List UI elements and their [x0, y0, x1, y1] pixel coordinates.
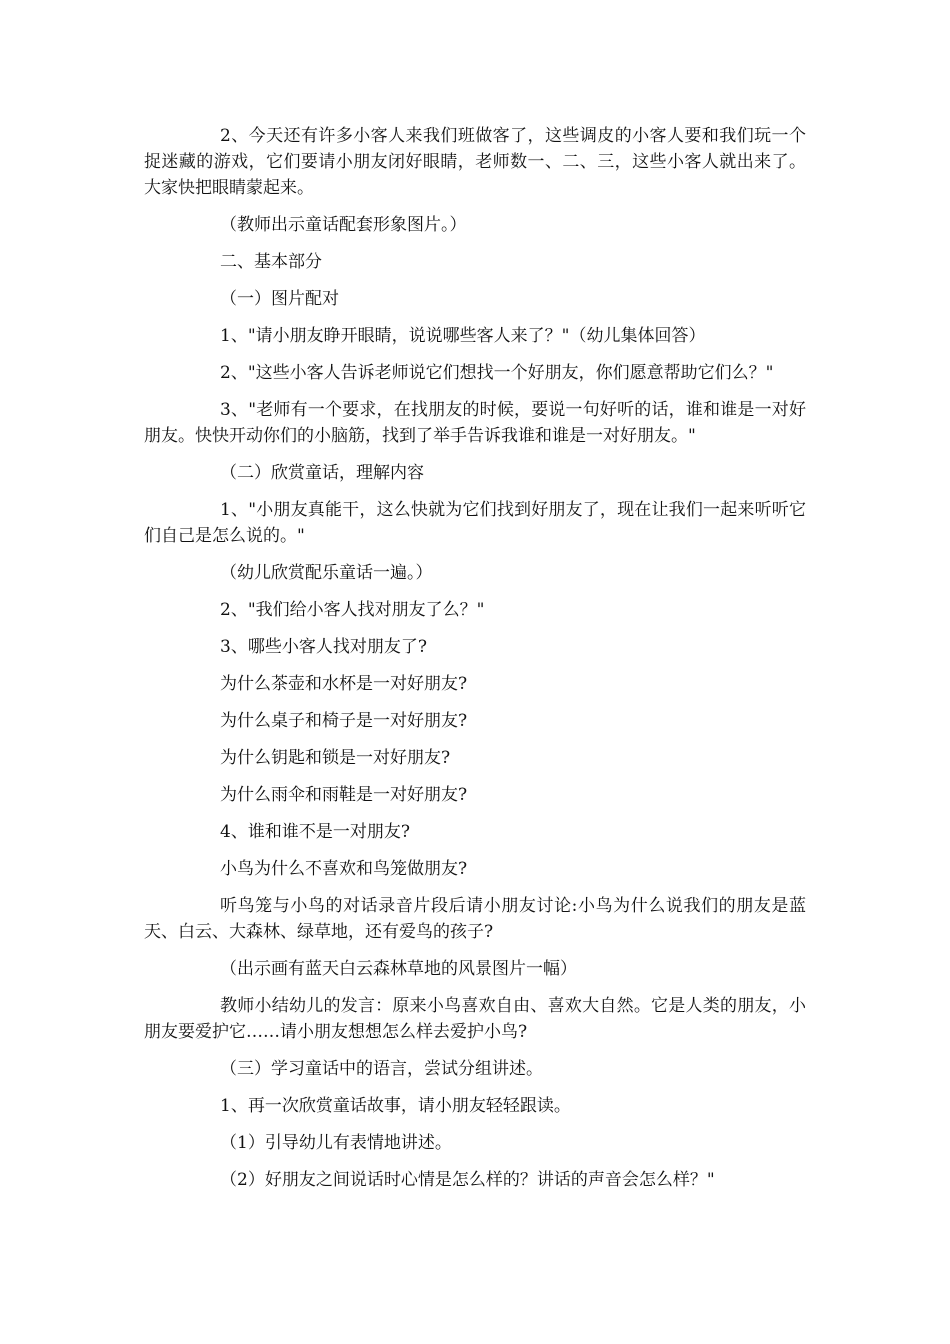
paragraph-appreciate-4: 4、谁和谁不是一对朋友? — [220, 822, 410, 842]
paragraph-appreciate-3: 3、哪些小客人找对朋友了? — [220, 637, 427, 657]
paragraph-step-2: 2、"这些小客人告诉老师说它们想找一个好朋友，你们愿意帮助它们么？" — [220, 363, 774, 383]
paragraph-step-1: 1、"请小朋友睁开眼睛，说说哪些客人来了？"（幼儿集体回答） — [220, 326, 706, 346]
subsection-heading-picture-matching: （一）图片配对 — [220, 289, 339, 309]
paragraph-question-bird: 小鸟为什么不喜欢和鸟笼做朋友? — [220, 859, 468, 879]
paragraph-teacher-shows-pictures: （教师出示童话配套形象图片。） — [220, 215, 467, 235]
document-page — [144, 123, 806, 1204]
subsection-heading-appreciate-story: （二）欣赏童话，理解内容 — [220, 463, 424, 483]
paragraph-question-key: 为什么钥匙和锁是一对好朋友? — [220, 748, 451, 768]
paragraph-discussion: 听鸟笼与小鸟的对话录音片段后请小朋友讨论:小鸟为什么说我们的朋友是蓝天、白云、大森林、绿草地，还有爱鸟的孩子? — [144, 896, 806, 942]
paragraph-learn-1-1: （1）引导幼儿有表情地讲述。 — [220, 1133, 452, 1153]
paragraph-teacher-summary: 教师小结幼儿的发言：原来小鸟喜欢自由、喜欢大自然。它是人类的朋友，小朋友要爱护它……请小朋友想想怎么样去爱护小鸟? — [144, 996, 806, 1042]
paragraph-question-table: 为什么桌子和椅子是一对好朋友? — [220, 711, 468, 731]
paragraph-question-umbrella: 为什么雨伞和雨鞋是一对好朋友? — [220, 785, 468, 805]
paragraph-learn-1: 1、再一次欣赏童话故事，请小朋友轻轻跟读。 — [220, 1096, 571, 1116]
subsection-heading-learn-language: （三）学习童话中的语言，尝试分组讲述。 — [220, 1059, 543, 1079]
paragraph-question-teapot: 为什么茶壶和水杯是一对好朋友? — [220, 674, 468, 694]
paragraph-step-3: 3、"老师有一个要求，在找朋友的时候，要说一句好听的话，谁和谁是一对好朋友。快快开动你们的小脑筋，找到了举手告诉我谁和谁是一对好朋友。" — [144, 400, 806, 446]
paragraph-learn-1-2: （2）好朋友之间说话时心情是怎么样的？讲话的声音会怎么样？" — [220, 1170, 715, 1190]
paragraph-children-listen: （幼儿欣赏配乐童话一遍。） — [220, 563, 433, 583]
paragraph-appreciate-2: 2、"我们给小客人找对朋友了么？" — [220, 600, 485, 620]
section-heading-basic-part: 二、基本部分 — [220, 252, 322, 272]
paragraph-show-landscape: （出示画有蓝天白云森林草地的风景图片一幅） — [220, 959, 577, 979]
paragraph-intro-game: 2、今天还有许多小客人来我们班做客了，这些调皮的小客人要和我们玩一个捉迷藏的游戏，它们要请小朋友闭好眼睛，老师数一、二、三，这些小客人就出来了。大家快把眼睛蒙起来。 — [144, 126, 806, 198]
paragraph-appreciate-1: 1、"小朋友真能干，这么快就为它们找到好朋友了，现在让我们一起来听听它们自己是怎么说的。" — [144, 500, 806, 546]
